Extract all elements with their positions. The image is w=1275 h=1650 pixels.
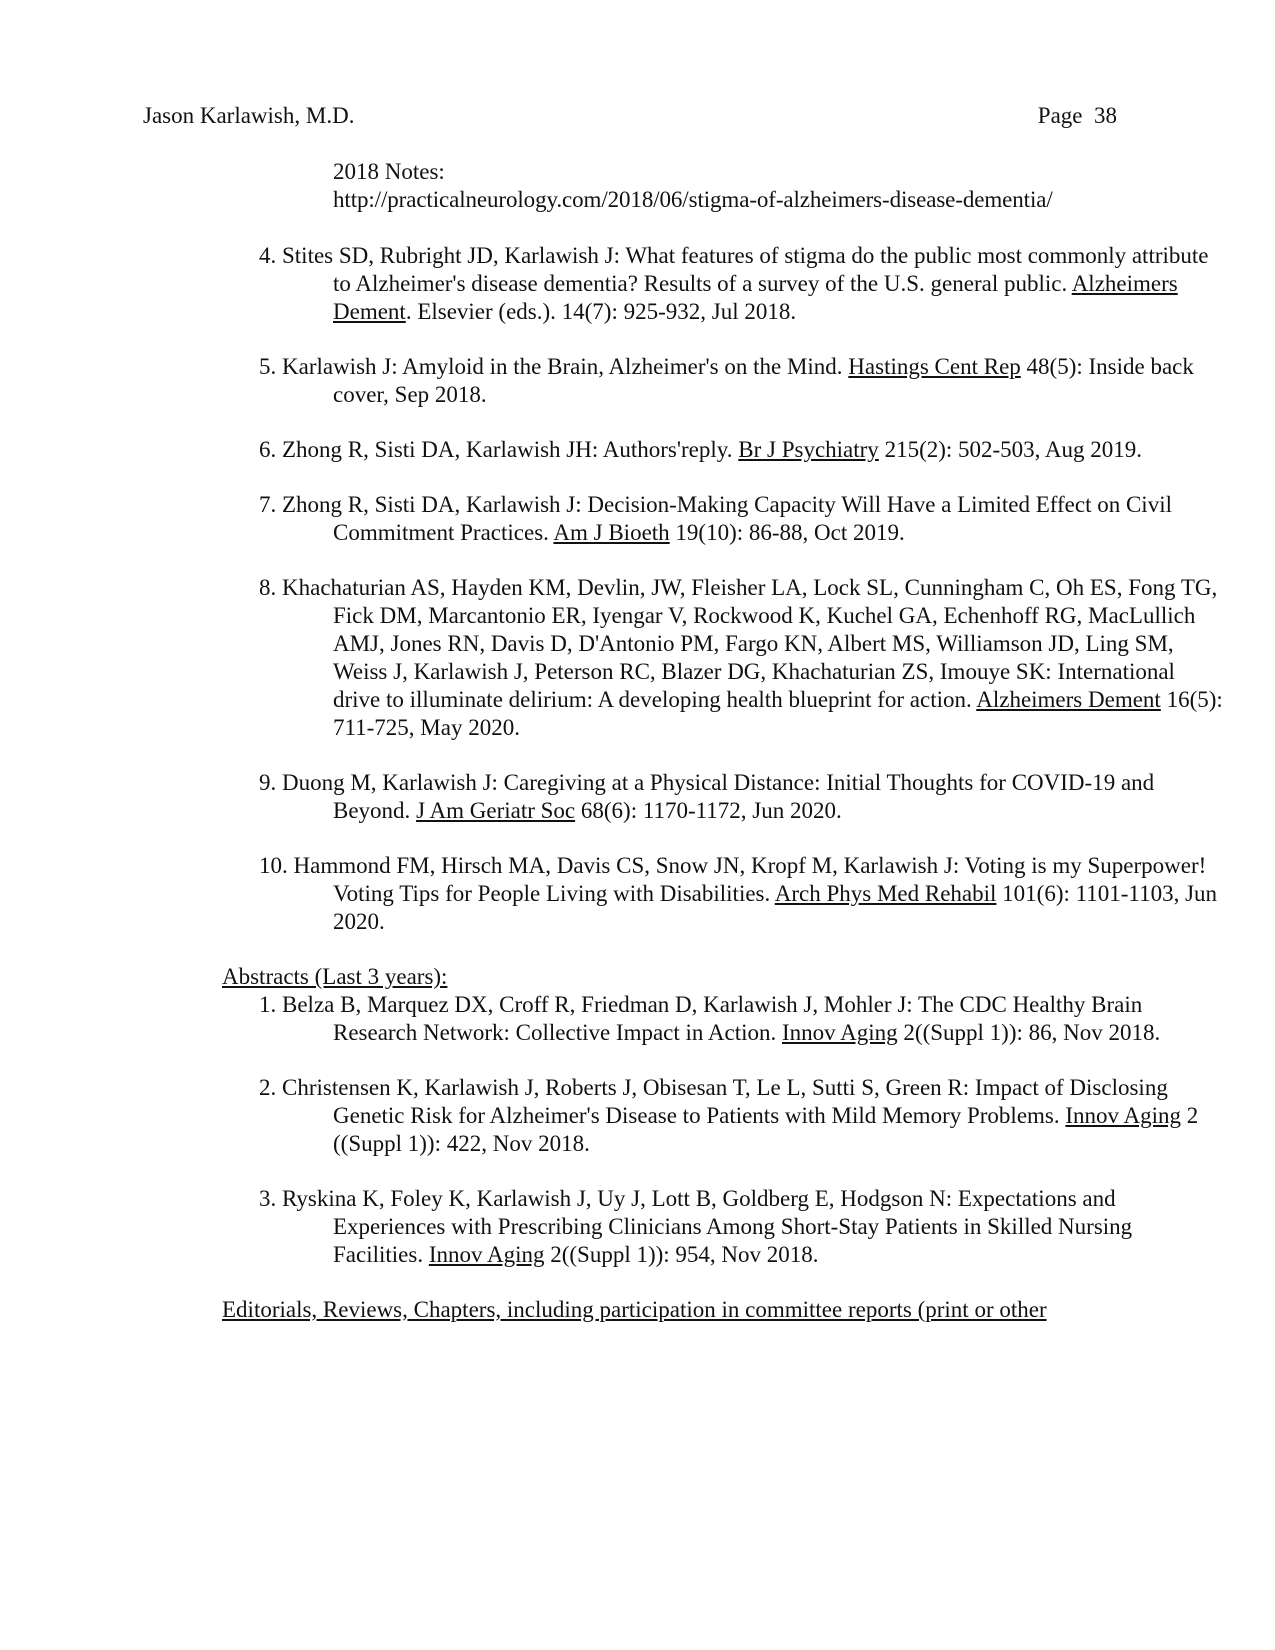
- journal-name: Innov Aging: [428, 1242, 545, 1267]
- journal-name: Alzheimers Dement: [976, 687, 1161, 712]
- journal-name: J Am Geriatr Soc: [416, 798, 576, 823]
- page-label: Page: [1037, 103, 1083, 128]
- journal-name: Innov Aging: [782, 1020, 898, 1045]
- notes-label: 2018 Notes:: [333, 159, 445, 184]
- publication-entry: 7. Zhong R, Sisti DA, Karlawish J: Decision-Making Capacity Will Have a Limited Effect on Civil Commitment Practices. Am J Bioeth 19(10): 86-88, Oct 2019.: [259, 492, 1172, 545]
- page-body: [0, 158, 1275, 1324]
- journal-name: Br J Psychiatry: [738, 437, 879, 462]
- abstracts-list: [0, 991, 1275, 1269]
- publication-entry: 5. Karlawish J: Amyloid in the Brain, Alzheimer's on the Mind. Hastings Cent Rep 48(5): Inside back cover, Sep 2018.: [259, 354, 1194, 407]
- publication-entry: 4. Stites SD, Rubright JD, Karlawish J: What features of stigma do the public most commonly attribute to Alzheimer's disease dementia? Results of a survey of the U.S. general public. Alzheimers Dement. Elsevier (eds.). 14(7): 925-932, Jul 2018.: [259, 243, 1209, 324]
- abstract-entry: 2. Christensen K, Karlawish J, Roberts J, Obisesan T, Le L, Sutti S, Green R: Impact of Disclosing Genetic Risk for Alzheimer's Disease to Patients with Mild Memory Problems. Innov Aging 2 ((Suppl 1)): 422, Nov 2018.: [259, 1075, 1199, 1156]
- publication-entry: 8. Khachaturian AS, Hayden KM, Devlin, JW, Fleisher LA, Lock SL, Cunningham C, Oh ES, Fong TG, Fick DM, Marcantonio ER, Iyengar V, Rockwood K, Kuchel GA, Echenhoff RG, MacLullich AMJ, Jones RN, Davis D, D'Antonio PM, Fargo KN, Albert MS, Williamson JD, Ling SM, Weiss J, Karlawish J, Peterson RC, Blazer DG, Khachaturian ZS, Imouye SK: International drive to illuminate delirium: A developing health blueprint for action. Alzheimers Dement 16(5): 711-725, May 2020.: [259, 575, 1223, 740]
- journal-name: Alzheimers Dement: [333, 271, 1178, 324]
- author-name: Jason Karlawish, M.D.: [143, 103, 355, 128]
- notes-url: http://practicalneurology.com/2018/06/stigma-of-alzheimers-disease-dementia/: [333, 187, 1053, 212]
- publication-entry: 9. Duong M, Karlawish J: Caregiving at a Physical Distance: Initial Thoughts for COVID-19 and Beyond. J Am Geriatr Soc 68(6): 1170-1172, Jun 2020.: [259, 770, 1155, 823]
- page-number: 38: [1094, 103, 1117, 128]
- publication-entry: 10. Hammond FM, Hirsch MA, Davis CS, Snow JN, Kropf M, Karlawish J: Voting is my Superpower! Voting Tips for People Living with Disabilities. Arch Phys Med Rehabil 101(6): 1101-1103, Jun 2020.: [259, 853, 1218, 934]
- editorials-heading: Editorials, Reviews, Chapters, including participation in committee reports (print or other: [222, 1297, 1047, 1322]
- abstract-entry: 1. Belza B, Marquez DX, Croff R, Friedman D, Karlawish J, Mohler J: The CDC Healthy Brain Research Network: Collective Impact in Action. Innov Aging 2((Suppl 1)): 86, Nov 2018.: [259, 992, 1161, 1045]
- publication-list: [0, 242, 1275, 936]
- publication-entry: 6. Zhong R, Sisti DA, Karlawish JH: Authors'reply. Br J Psychiatry 215(2): 502-503, Aug 2019.: [259, 437, 1143, 462]
- page-indicator: [1038, 102, 1117, 130]
- journal-name: Am J Bioeth: [553, 520, 670, 545]
- abstracts-heading: Abstracts (Last 3 years):: [222, 964, 448, 989]
- journal-name: Arch Phys Med Rehabil: [774, 881, 997, 906]
- journal-name: Hastings Cent Rep: [848, 354, 1021, 379]
- abstract-entry: 3. Ryskina K, Foley K, Karlawish J, Uy J, Lott B, Goldberg E, Hodgson N: Expectations and Experiences with Prescribing Clinicians Among Short-Stay Patients in Skilled Nursing Facilities. Innov Aging 2((Suppl 1)): 954, Nov 2018.: [259, 1186, 1133, 1267]
- notes-continuation: [333, 158, 1133, 214]
- page-header: [143, 102, 1117, 130]
- journal-name: Innov Aging: [1065, 1103, 1182, 1128]
